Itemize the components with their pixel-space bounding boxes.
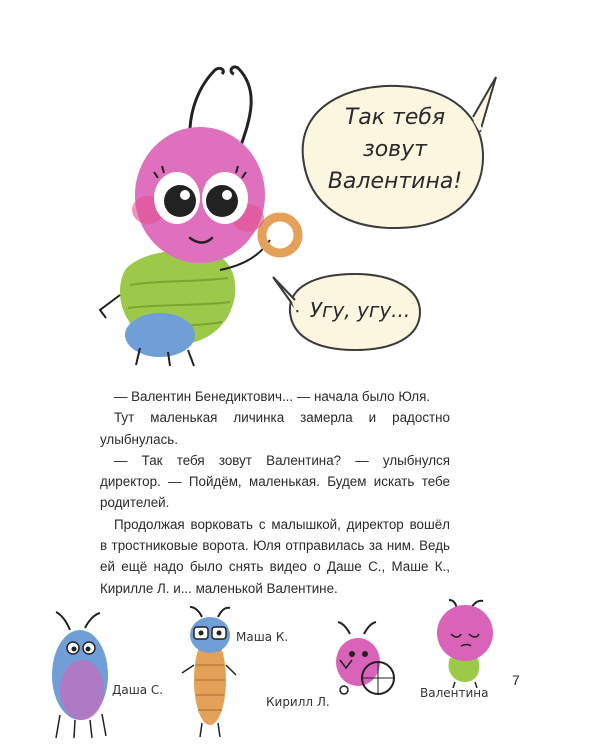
masha-illustration — [180, 605, 240, 740]
kirill-illustration — [330, 620, 400, 700]
page-number: 7 — [512, 672, 520, 688]
story-paragraph-1b: Тут маленькая личинка замерла и радостно улыбнулась. — [100, 410, 450, 447]
story-paragraph-1a: — Валентин Бенедиктович... — начала было Юля. — [114, 389, 431, 404]
bubble-top-line-2: зовут — [363, 137, 427, 162]
story-paragraph-2: — Так тебя зовут Валентина? — улыбнулся директор. — Пойдём, маленькая. Будем искать тебе родителей. — [100, 452, 450, 511]
bubble-top-line-1: Так тебя — [344, 105, 446, 130]
bubble-bottom-text: Угу, угу... — [309, 298, 411, 322]
story-text — [100, 386, 450, 599]
dasha-illustration — [40, 610, 120, 740]
label-dasha: Даша С. — [112, 683, 164, 697]
story-paragraph-3: Продолжая ворковать с малышкой, директор вошёл в тростниковые ворота. Юля отправилась за ним. Ведь ей ещё надо было снять видео о Даше С., Маше К., Кирилле Л. и... маленькой Валентине. — [100, 516, 450, 596]
label-kirill: Кирилл Л. — [266, 695, 330, 709]
speech-bubble-top — [300, 105, 490, 215]
label-valentina: Валентина — [420, 686, 489, 700]
valentina-illustration — [425, 598, 500, 688]
bubble-top-line-3: Валентина! — [327, 169, 463, 194]
label-masha: Маша К. — [236, 630, 289, 644]
